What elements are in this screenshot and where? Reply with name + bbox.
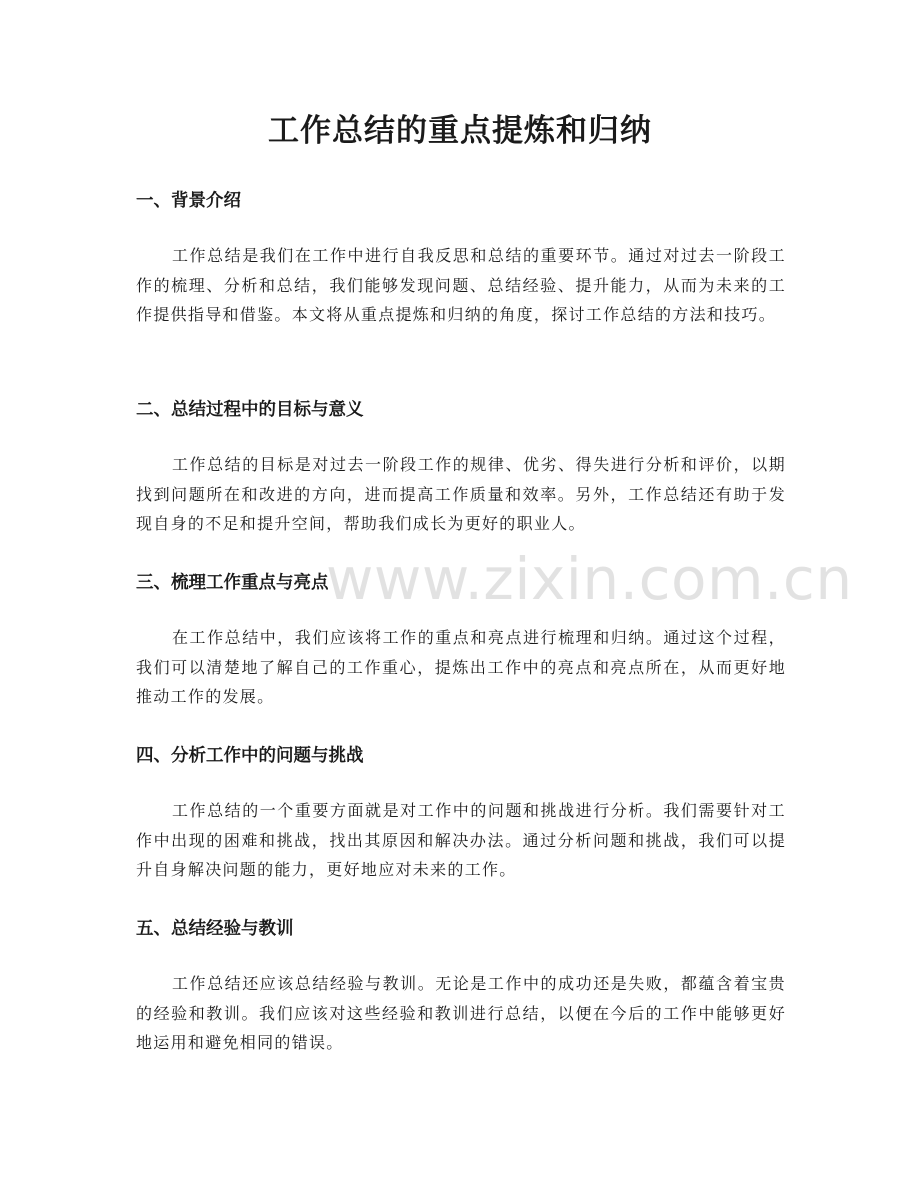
section-heading: 三、梳理工作重点与亮点	[136, 573, 329, 593]
section-paragraph: 工作总结还应该总结经验与教训。无论是工作中的成功还是失败，都蕴含着宝贵的经验和教训。我们应该对这些经验和教训进行总结，以便在今后的工作中能够更好地运用和避免相同的错误。	[136, 974, 786, 1052]
section-paragraph: 在工作总结中，我们应该将工作的重点和亮点进行梳理和归纳。通过这个过程，我们可以清楚地了解自己的工作重心，提炼出工作中的亮点和亮点所在，从而更好地推动工作的发展。	[136, 628, 786, 706]
section-background	[136, 188, 786, 330]
section-paragraph: 工作总结是我们在工作中进行自我反思和总结的重要环节。通过对过去一阶段工作的梳理、分析和总结，我们能够发现问题、总结经验、提升能力，从而为未来的工作提供指导和借鉴。本文将从重点提炼和归纳的角度，探讨工作总结的方法和技巧。	[136, 246, 786, 324]
watermark-text: www.zixin.com.cn	[326, 545, 853, 613]
section-paragraph: 工作总结的一个重要方面就是对工作中的问题和挑战进行分析。我们需要针对工作中出现的困难和挑战，找出其原因和解决办法。通过分析问题和挑战，我们可以提升自身解决问题的能力，更好地应对未来的工作。	[136, 801, 786, 879]
document-title: 工作总结的重点提炼和归纳	[268, 113, 652, 149]
section-lessons	[136, 916, 786, 1058]
section-heading: 一、背景介绍	[136, 191, 241, 211]
section-highlights	[136, 570, 786, 712]
section-heading: 四、分析工作中的问题与挑战	[136, 746, 364, 766]
section-heading: 二、总结过程中的目标与意义	[136, 400, 364, 420]
section-paragraph: 工作总结的目标是对过去一阶段工作的规律、优劣、得失进行分析和评价，以期找到问题所在和改进的方向，进而提高工作质量和效率。另外，工作总结还有助于发现自身的不足和提升空间，帮助我们成长为更好的职业人。	[136, 455, 786, 533]
section-heading: 五、总结经验与教训	[136, 919, 294, 939]
section-problems	[136, 743, 786, 885]
section-goals	[136, 397, 786, 539]
